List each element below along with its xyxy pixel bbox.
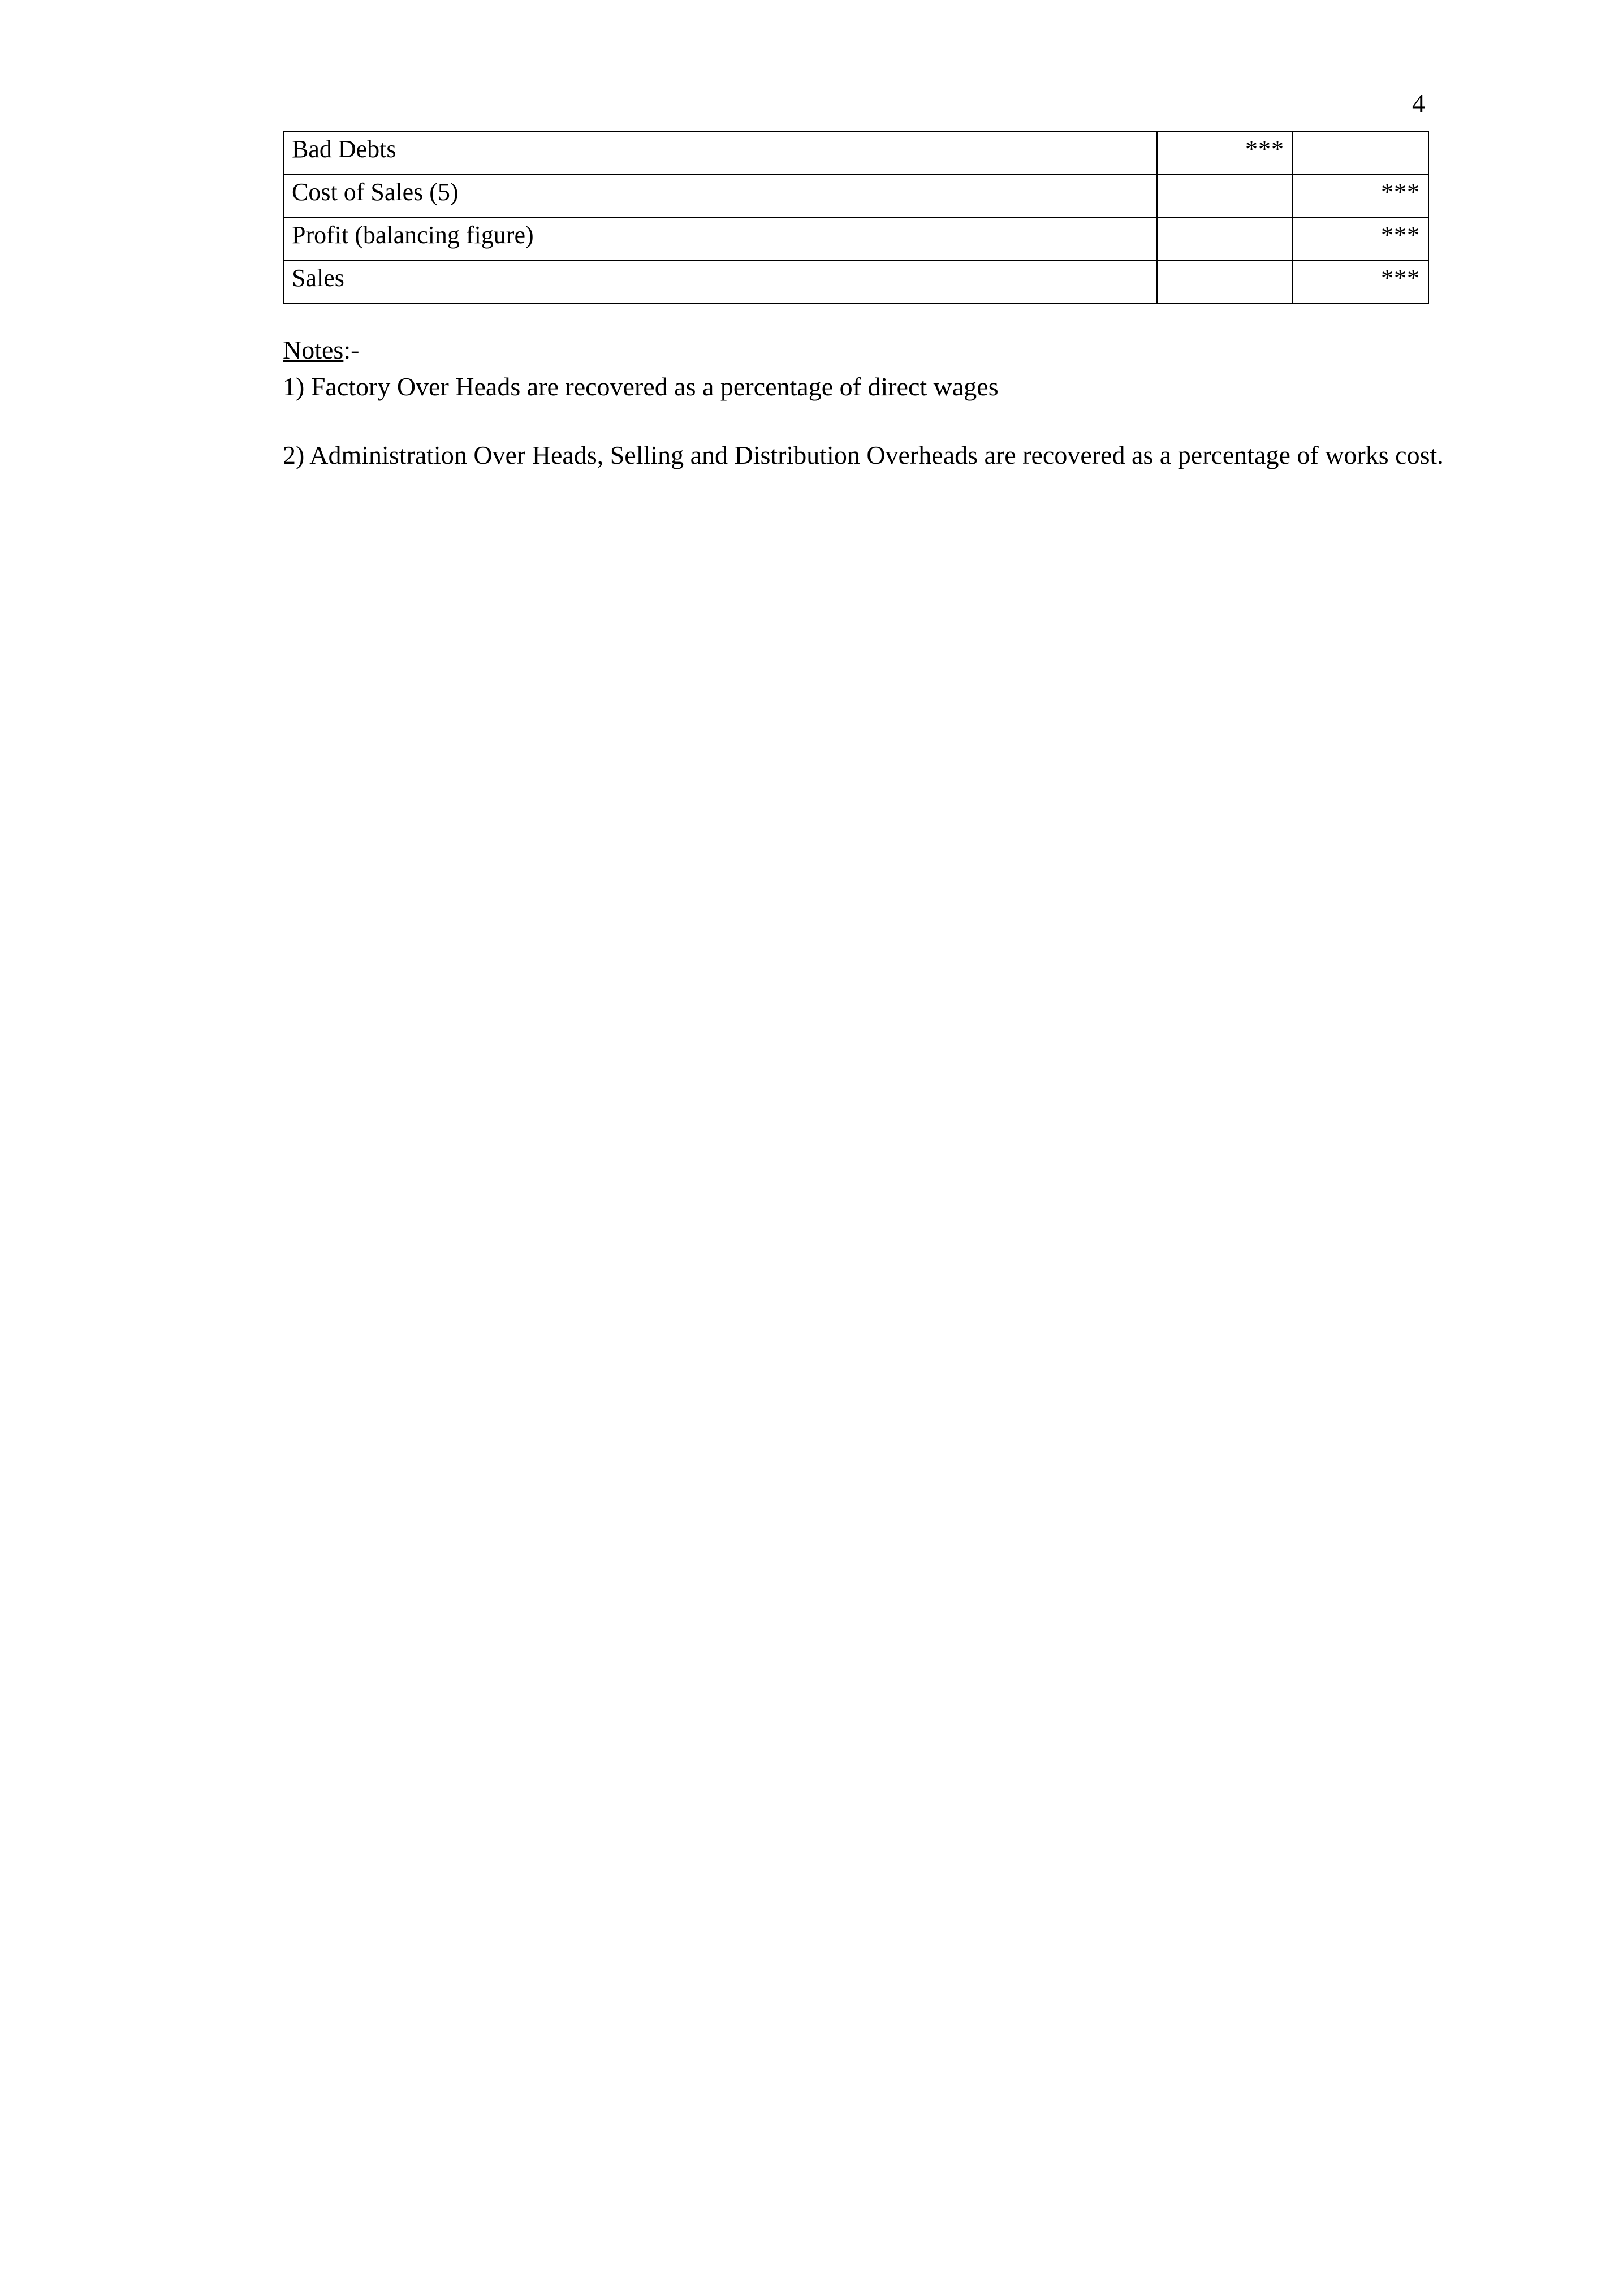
table-cell-amount2 (1293, 132, 1428, 175)
table-cell-amount1 (1157, 175, 1293, 218)
notes-section (283, 333, 1470, 473)
note-item-2: 2) Administration Over Heads, Selling and Distribution Overheads are recovered as a percentage of works cost. (283, 441, 1444, 470)
table-row (283, 175, 1428, 218)
notes-heading-label: Notes (283, 335, 344, 364)
table-row (283, 132, 1428, 175)
note-spacer (283, 404, 1470, 438)
table-cell-label: Sales (283, 261, 1157, 304)
table-cell-label: Profit (balancing figure) (283, 218, 1157, 261)
table-cell-amount2: *** (1293, 218, 1428, 261)
table-row (283, 261, 1428, 304)
notes-heading (283, 333, 359, 367)
cost-sheet-table (283, 131, 1429, 304)
table-cell-amount1: *** (1157, 132, 1293, 175)
table-cell-label: Cost of Sales (5) (283, 175, 1157, 218)
notes-heading-suffix: :- (343, 335, 360, 364)
table-cell-label: Bad Debts (283, 132, 1157, 175)
note-item-1: 1) Factory Over Heads are recovered as a percentage of direct wages (283, 372, 999, 402)
table-cell-amount1 (1157, 218, 1293, 261)
page-number: 4 (1412, 89, 1425, 118)
table-row (283, 218, 1428, 261)
table-cell-amount2: *** (1293, 175, 1428, 218)
table-cell-amount1 (1157, 261, 1293, 304)
table-cell-amount2: *** (1293, 261, 1428, 304)
